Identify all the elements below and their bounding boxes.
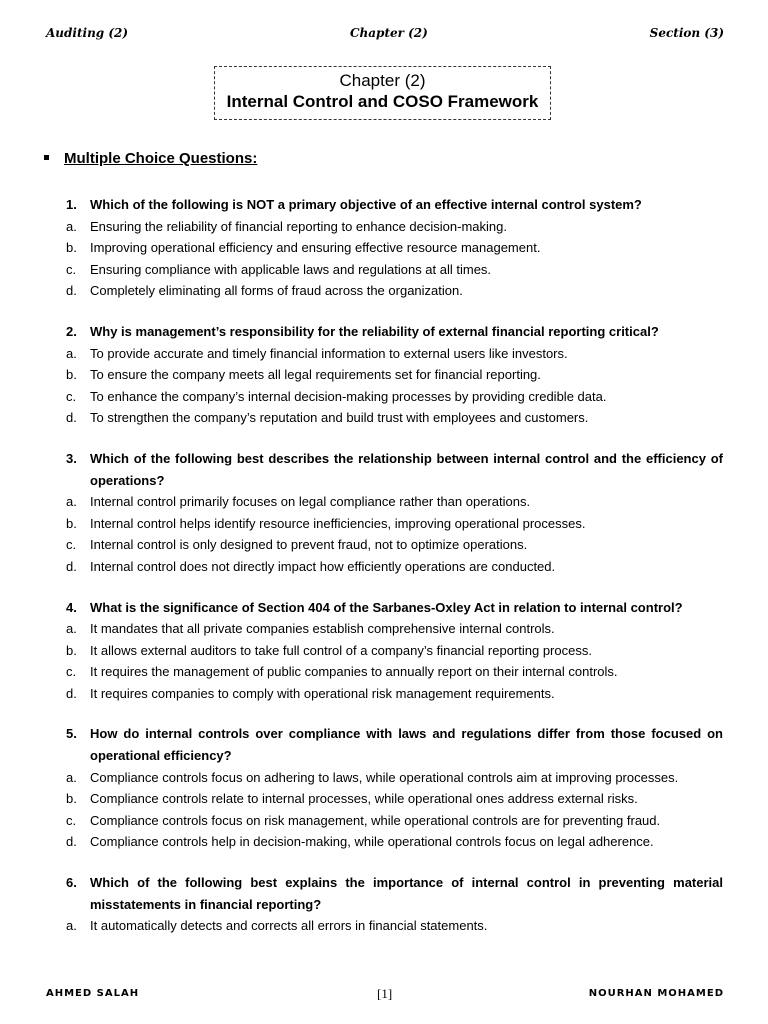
question-stem: Which of the following is NOT a primary objective of an effective internal control system? [90,197,642,212]
option-text: It automatically detects and corrects all errors in financial statements. [90,918,488,934]
option-letter: b. [66,240,77,256]
option-c [66,661,723,683]
option-a [66,216,723,238]
option-letter: d. [66,685,77,701]
question-text [66,723,723,766]
chapter-title-box [214,66,551,120]
option-text: It mandates that all private companies establish comprehensive internal controls. [90,621,555,637]
option-letter: c. [66,261,77,277]
option-d [66,683,723,705]
page-header [46,26,724,46]
header-section: Section (3) [649,26,724,40]
option-text: Internal control primarily focuses on legal compliance rather than operations. [90,494,531,510]
question-text [66,194,723,216]
question-number: 5. [66,726,77,742]
option-text: It requires the management of public companies to annually report on their internal controls. [90,664,618,680]
question-1 [66,194,723,302]
option-letter: c. [66,388,77,404]
option-letter: c. [66,812,77,828]
header-course: Auditing (2) [46,26,129,40]
option-text: Compliance controls relate to internal processes, while operational ones address external risks. [90,791,638,807]
option-letter: a. [66,345,77,361]
option-text: Internal control does not directly impact how efficiently operations are conducted. [90,558,556,574]
option-text: It allows external auditors to take full control of a company’s financial reporting process. [90,642,592,658]
option-d [66,556,723,578]
option-text: To enhance the company’s internal decision-making processes by providing credible data. [90,388,607,404]
option-text: Ensuring compliance with applicable laws and regulations at all times. [90,261,492,277]
option-text: Ensuring the reliability of financial reporting to enhance decision-making. [90,218,507,234]
header-chapter: Chapter (2) [350,26,428,40]
option-a [66,491,723,513]
question-list [66,194,723,956]
page-footer [46,986,724,1006]
option-b [66,788,723,810]
option-b [66,513,723,535]
question-number: 1. [66,197,77,212]
option-letter: a. [66,218,77,234]
option-letter: a. [66,621,77,637]
option-c [66,810,723,832]
question-stem: What is the significance of Section 404 of the Sarbanes-Oxley Act in relation to internal control? [90,599,683,615]
section-heading [44,150,257,167]
question-text [66,321,723,343]
option-c [66,259,723,281]
chapter-number: Chapter (2) [339,71,426,90]
option-text: Compliance controls focus on adhering to laws, while operational controls aim at improving processes. [90,769,679,785]
option-text: Compliance controls help in decision-making, while operational controls focus on legal adherence. [90,834,654,850]
option-letter: b. [66,642,77,658]
option-a [66,915,723,937]
option-d [66,831,723,853]
option-text: Internal control helps identify resource inefficiencies, improving operational processes. [90,515,586,531]
option-letter: c. [66,664,77,680]
question-number: 3. [66,450,77,466]
question-stem: Why is management’s responsibility for the reliability of external financial reporting critical? [90,323,659,339]
option-text: It requires companies to comply with operational risk management requirements. [90,685,555,701]
option-text: To provide accurate and timely financial information to external users like investors. [90,345,568,361]
option-text: To ensure the company meets all legal requirements set for financial reporting. [90,367,541,383]
page-number: [1] [377,986,393,1001]
option-a [66,343,723,365]
option-c [66,534,723,556]
question-text [66,597,723,619]
option-letter: a. [66,918,77,934]
question-number: 2. [66,323,77,339]
option-b [66,364,723,386]
footer-author-right: NOURHAN MOHAMED [588,988,724,999]
section-heading-label: Multiple Choice Questions: [64,150,258,167]
option-letter: a. [66,769,77,785]
question-5 [66,723,723,853]
option-text: Internal control is only designed to prevent fraud, not to optimize operations. [90,537,528,553]
option-a [66,618,723,640]
question-stem: Which of the following best explains the importance of internal control in preventing material misstatements in financial reporting? [90,875,723,912]
question-text [66,448,723,491]
option-letter: b. [66,367,77,383]
option-letter: d. [66,283,77,299]
option-b [66,237,723,259]
option-letter: b. [66,791,77,807]
question-number: 4. [66,599,77,615]
option-c [66,386,723,408]
question-3 [66,448,723,578]
question-6 [66,872,723,937]
question-number: 6. [66,875,77,891]
option-letter: d. [66,410,77,426]
question-2 [66,321,723,429]
question-4 [66,597,723,705]
question-stem: How do internal controls over compliance with laws and regulations differ from those focused on operational efficiency? [90,726,723,764]
option-d [66,280,723,302]
option-letter: c. [66,537,77,553]
chapter-title: Internal Control and COSO Framework [226,92,539,111]
option-letter: d. [66,834,77,850]
option-d [66,407,723,429]
option-a [66,767,723,789]
option-text: Improving operational efficiency and ensuring effective resource management. [90,240,541,256]
option-letter: d. [66,558,77,574]
option-text: To strengthen the company’s reputation and build trust with employees and customers. [90,410,589,426]
square-bullet-icon [44,155,49,160]
question-text [66,872,723,915]
option-b [66,640,723,662]
footer-author-left: AHMED SALAH [46,988,140,999]
option-text: Compliance controls focus on risk management, while operational controls are for preventing fraud. [90,812,661,828]
question-stem: Which of the following best describes the relationship between internal control and the efficiency of operations? [90,450,723,488]
option-letter: a. [66,494,77,510]
option-text: Completely eliminating all forms of fraud across the organization. [90,283,463,299]
option-letter: b. [66,515,77,531]
